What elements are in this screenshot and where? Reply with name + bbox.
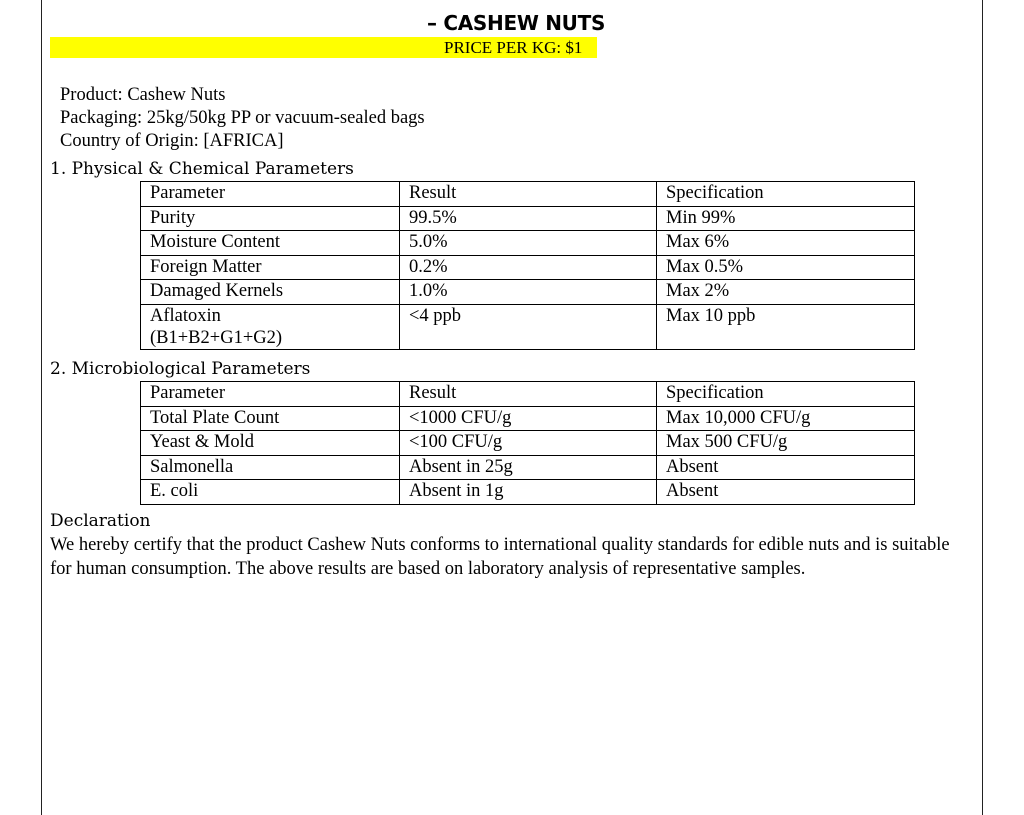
declaration-title: Declaration xyxy=(50,511,151,531)
table-header-row xyxy=(141,382,915,407)
table-row xyxy=(141,431,915,456)
header-parameter: Parameter xyxy=(141,382,400,407)
table-row xyxy=(141,280,915,305)
table-header-row xyxy=(141,182,915,207)
specification-cell: Max 6% xyxy=(657,231,915,256)
physical-chemical-table xyxy=(140,181,915,350)
microbiological-heading: 2. Microbiological Parameters xyxy=(50,359,311,379)
parameter-cell: Yeast & Mold xyxy=(141,431,400,456)
result-cell: 1.0% xyxy=(400,280,657,305)
table-row xyxy=(141,455,915,480)
header-result: Result xyxy=(400,382,657,407)
header-result: Result xyxy=(400,182,657,207)
specification-cell: Absent xyxy=(657,455,915,480)
specification-cell: Max 10 ppb xyxy=(657,304,915,349)
parameter-cell: Moisture Content xyxy=(141,231,400,256)
aflatoxin-note: (B1+B2+G1+G2) xyxy=(150,327,283,348)
table-row xyxy=(141,480,915,505)
price-per-kg: PRICE PER KG: $1 xyxy=(444,38,583,57)
specification-cell: Max 10,000 CFU/g xyxy=(657,406,915,431)
packaging-line: Packaging: 25kg/50kg PP or vacuum-sealed bags xyxy=(60,108,425,128)
origin-line: Country of Origin: [AFRICA] xyxy=(60,131,284,151)
parameter-cell: Salmonella xyxy=(141,455,400,480)
specification-cell: Max 2% xyxy=(657,280,915,305)
table-row xyxy=(141,206,915,231)
parameter-cell: Purity xyxy=(141,206,400,231)
specification-cell: Max 0.5% xyxy=(657,255,915,280)
parameter-cell: Foreign Matter xyxy=(141,255,400,280)
result-cell: Absent in 25g xyxy=(400,455,657,480)
result-cell: 0.2% xyxy=(400,255,657,280)
result-cell: 5.0% xyxy=(400,231,657,256)
table-row xyxy=(141,406,915,431)
microbiological-table xyxy=(140,381,915,505)
result-cell: <4 ppb xyxy=(400,304,657,349)
table-row xyxy=(141,231,915,256)
result-cell: <1000 CFU/g xyxy=(400,406,657,431)
parameter-cell xyxy=(141,304,400,349)
result-cell: 99.5% xyxy=(400,206,657,231)
parameter-cell: E. coli xyxy=(141,480,400,505)
table-row xyxy=(141,304,915,349)
table-row xyxy=(141,255,915,280)
parameter-cell: Total Plate Count xyxy=(141,406,400,431)
parameter-cell: Damaged Kernels xyxy=(141,280,400,305)
result-cell: Absent in 1g xyxy=(400,480,657,505)
specification-cell: Absent xyxy=(657,480,915,505)
physical-chemical-heading: 1. Physical & Chemical Parameters xyxy=(50,159,354,179)
aflatoxin-label: Aflatoxin xyxy=(150,305,221,326)
header-parameter: Parameter xyxy=(141,182,400,207)
document-title: – CASHEW NUTS xyxy=(427,11,606,35)
product-line: Product: Cashew Nuts xyxy=(60,85,226,105)
header-specification: Specification xyxy=(657,182,915,207)
specification-cell: Min 99% xyxy=(657,206,915,231)
header-specification: Specification xyxy=(657,382,915,407)
result-cell: <100 CFU/g xyxy=(400,431,657,456)
specification-cell: Max 500 CFU/g xyxy=(657,431,915,456)
declaration-text: We hereby certify that the product Cashew Nuts conforms to international quality standards for edible nuts and is suitable for human consumption. The above results are based on laboratory analysis of representative samples. xyxy=(50,535,950,579)
